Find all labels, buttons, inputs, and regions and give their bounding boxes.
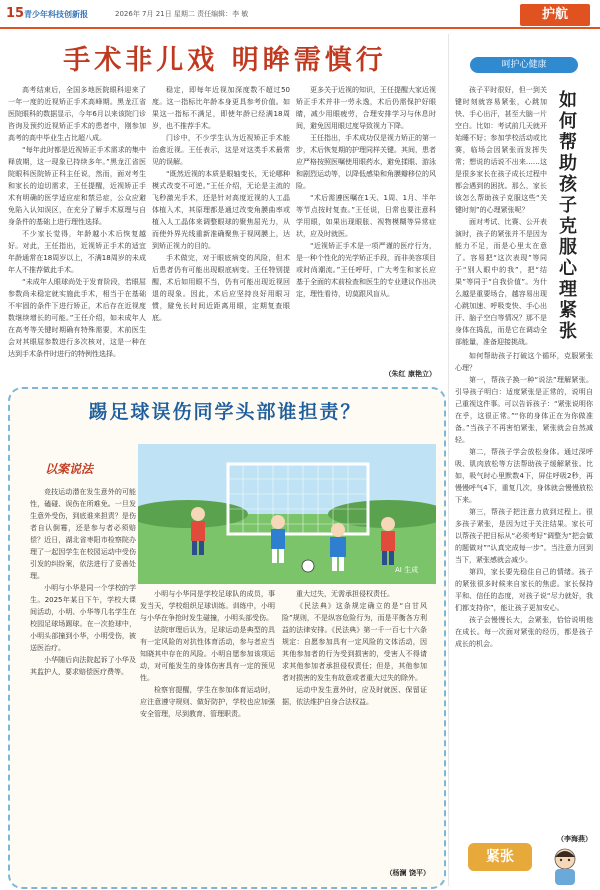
article-column-2 bbox=[152, 84, 290, 380]
illustration-caption: AI 生成 bbox=[395, 566, 419, 574]
header-divider bbox=[0, 27, 600, 29]
paragraph: 第一，帮孩子换一种“说法”理解紧张。引导孩子明白：适度紧张是正常的，说明自己重视这件事。可以告诉孩子：“紧张说明你在乎，这很正常。”“你的身体正在为你做准备。”当孩子不再害怕紧张，紧张就会自然减轻。 bbox=[455, 376, 593, 444]
paragraph: 如何帮助孩子打破这个循环，克服紧张心理？ bbox=[455, 352, 593, 372]
right-article-title bbox=[553, 90, 593, 350]
section-tag: 护航 bbox=[520, 4, 590, 26]
paragraph: 第二，帮孩子学会放松身体。通过深呼吸、肌肉放松等方法帮助孩子缓解紧张。比如，吸气时心里默数4下，屏住呼吸2秒，再慢慢呼气4下，重复几次，身体就会慢慢放松下来。 bbox=[455, 448, 593, 504]
paragraph: “既然近视的本质是眼轴变长，无论哪种模式改变不可逆。”王任介绍，无论是主流的飞秒激光手术，还是针对高度近视的人工晶体植入术，其原理都是通过改变角膜曲率或植入人工晶体来调整眼球的聚焦屈光力，从而使外界光线重新准确聚焦于视网膜上，达到矫正视力的目的。 bbox=[152, 170, 290, 250]
paragraph: “术后需遵医嘱在1天、1周、1月、半年等节点按时复查。”王任说，日常也要注意科学用眼，如果出现眼胀、视物模糊等异常症状，应及时就医。 bbox=[296, 194, 436, 238]
paper-name: 青少年科技创新报 bbox=[24, 10, 88, 19]
main-headline: 手术非儿戏 明眸需慎行 bbox=[63, 45, 387, 76]
paragraph: 手术做完，对于眼底病变的风险，但术后患者仍有可能出现眼底病变。王任特别提醒，术后如用眼不当，仍有可能出现近视回退的现象。因此，术后应坚持良好用眼习惯，避免长时间近距离用眼，定期复查眼底。 bbox=[152, 254, 290, 322]
case-column-2 bbox=[140, 588, 275, 876]
paragraph: 运动中发生意外时，应及时就医、保留证据，依法维护自身合法权益。 bbox=[282, 686, 427, 706]
paragraph: 竞技运动潜在发生意外的可能性，磕碰、误伤在所难免。一旦发生意外受伤，到底谁来担责？是伤者自认倒霉，还是参与者必须赔偿？近日，湖北省枣阳市检察院办理了一起因学生在校园运动中受伤引发的纠纷案，依法进行了妥善处理。 bbox=[30, 488, 136, 580]
page-number: 15 bbox=[6, 6, 25, 21]
page-header bbox=[0, 0, 600, 30]
paragraph: 稳定，即每年近视加深度数不超过50度。这一指标比年龄本身更具参考价值。如果这一指标不满足，即使年龄已经满18周岁，也不推荐手术。 bbox=[152, 86, 290, 130]
case-column-3 bbox=[282, 588, 427, 866]
paragraph: 第四，家长要先稳住自己的情绪。孩子的紧张很多时候来自家长的焦虑。家长保持平和、信任的态度，对孩子说“尽力就好，我们都支持你”，能让孩子更加安心。 bbox=[455, 568, 593, 612]
case-signature: （杨澜 饶平） bbox=[385, 869, 430, 877]
paragraph: “近视矫正手术是一项严谨的医疗行为，是一种个性化的光学矫正手段，而非美容项目或时尚潮流。”王任呼吁，广大考生和家长应基于全面的术前检查和医生的专业建议作出决定，理性看待，切莫跟风盲从。 bbox=[296, 242, 436, 298]
paragraph: 高考结束后，全国多地医院眼科迎来了一年一度的近视矫正手术高峰期。黑龙江省医院眼科的数据显示，今年6月以来该院门诊咨询及预约近视矫正手术的患者中，刚参加高考的高中毕业生占比超八成。 bbox=[8, 86, 146, 142]
article-column-1 bbox=[8, 84, 146, 380]
brand-banner: 呵护心健康 bbox=[470, 57, 578, 73]
paragraph: 法院审理后认为，足球运动是典型的具有一定风险的对抗性体育活动，参与者应当知晓其中存在的风险。小明自愿参加该项运动，对可能发生的身体伤害具有一定的预见性。 bbox=[140, 626, 275, 682]
paragraph: 孩子会慢慢长大，会紧张，恰恰说明他在成长。每一次面对紧张的经历，都是孩子成长的机会。 bbox=[455, 616, 593, 648]
tension-tag: 紧张 bbox=[468, 843, 532, 871]
case-label: 以案说法 bbox=[45, 462, 94, 476]
paragraph: “每年此时都是近视矫正手术需求的集中释放期，这一现象已持续多年。”黑龙江省医院眼科医院矫正科主任说，然而，面对考生和家长的迫切需求，王任提醒，近视矫正手术有明确的医学适应症和禁忌症，公众应避免陷入认知误区，在充分了解手术原理与自身条件的基础上进行理性选择。 bbox=[8, 146, 146, 226]
paragraph: 王任指出，手术成功仅是视力矫正的第一步，术后恢复期的护理同样关键。其间，患者应严格按照医嘱使用眼药水，避免揉眼、游泳和剧烈运动等，以降低感染和角膜瓣移位的风险。 bbox=[296, 134, 436, 190]
date-line: 2026年 7月 21日 星期二 责任编辑：李 敏 bbox=[115, 10, 249, 18]
child-illustration-icon bbox=[535, 845, 593, 885]
paragraph: 面对考试、比赛、公开表演时，孩子的紧张并不是因为能力不足，而是心里太在意了。容易把“这次表现”等同于“别人眼中的我”，把“结果”等同于“自我价值”。为什么越是重要场合，越容易出现心跳加速、呼吸变快、手心出汗、脑子空白等情况？那不是身体在捣乱，而是它在调动全部能量，准备迎接挑战。 bbox=[455, 218, 547, 346]
paragraph: “未成年人眼球尚处于发育阶段，若眼屈参数尚未稳定就实施此手术，相当于在基础不牢固的条件下进行矫正，术后存在近视度数继续增长的可能。”王任介绍，如未成年人在高考等关键时期确有特殊需要，术前医生会对其眼屈参数进行多次核对，这是一种在达到手术条件时进行的特例性选择。 bbox=[8, 278, 146, 358]
paragraph: 《民法典》这条规定确立的是“自甘风险”规则，不是纵容危险行为，而是平衡各方利益的法律安排。《民法典》第一千一百七十六条规定：自愿参加具有一定风险的文体活动，因其他参加者的行为受到损害的，受害人不得请求其他参加者承担侵权责任；但是，其他参加者对损害的发生有故意或者重大过失的除外。 bbox=[282, 602, 427, 682]
article-column-3 bbox=[296, 84, 436, 369]
right-signature: （李海燕） bbox=[557, 835, 592, 843]
right-column-top bbox=[455, 84, 547, 346]
paragraph: 小明与小华是同一个学校的学生。2025年某日下午，学校大课间活动，小明、小华等几名学生在校园足球场踢球。在一次抢球中，小明头部撞到小华，小明受伤，被送医治疗。 bbox=[30, 584, 136, 652]
soccer-illustration bbox=[138, 444, 436, 584]
column-divider bbox=[448, 34, 449, 886]
paragraph: 门诊中，不少学生认为近视矫正手术能治愈近视。王任表示，这是对这类手术最常见的误解。 bbox=[152, 134, 290, 166]
paragraph: 小明与小华同是学校足球队的成员，事发当天，学校组织足球训练。训练中，小明与小华在争抢时发生碰撞，小明头部受伤。 bbox=[140, 590, 275, 622]
paragraph: 孩子平时很好，但一到关键时刻就容易紧张，心跳加快、手心出汗，甚至大脑一片空白。比如：考试前几天就开始睡不好；参加学校活动或比赛，临场会因紧张而发挥失常；想说的话说不出来……这是很多家长在孩子成长过程中都会遇到的困扰。那么，家长该怎么帮助孩子克服这些“关键时刻”的心理紧张呢？ bbox=[455, 86, 547, 214]
paragraph: 小华随后向法院起诉了小华及其监护人，要求赔偿医疗费等。 bbox=[30, 656, 136, 676]
paragraph: 检察官提醒，学生在参加体育运动时，应注意遵守规则、做好防护，学校也应加强安全管理，尽到教育、管理职责。 bbox=[140, 686, 275, 718]
paragraph: 第三，帮孩子把注意力放到过程上。很多孩子紧张，是因为过于关注结果。家长可以帮孩子把目标从“必须考好”调整为“把会做的题做对”“认真完成每一步”。当注意力回到当下，紧张感就会减少。 bbox=[455, 508, 593, 564]
case-box-title: 踢足球误伤同学头部谁担责？ bbox=[88, 401, 362, 423]
right-column-bottom bbox=[455, 350, 593, 834]
case-column-1 bbox=[30, 486, 136, 876]
paragraph: 更多关于近视的知识，王任提醒大家近视矫正手术并非一劳永逸，术后仍需保护好眼睛，减少用眼疲劳，合理安排学习与休息时间，避免因用眼过度导致视力下降。 bbox=[296, 86, 436, 130]
paragraph: 重大过失，无需承担侵权责任。 bbox=[296, 590, 394, 598]
article-signature: （朱红 康艳立） bbox=[384, 370, 436, 378]
right-title-text: 如何帮助孩子克服心理紧张 bbox=[556, 90, 577, 342]
paragraph: 不少家长觉得，年龄越小术后恢复越好。对此，王任指出，近视矫正手术的适宜年龄通常在18周岁以上，不满18周岁的未成年人不推荐做此手术。 bbox=[8, 230, 146, 274]
